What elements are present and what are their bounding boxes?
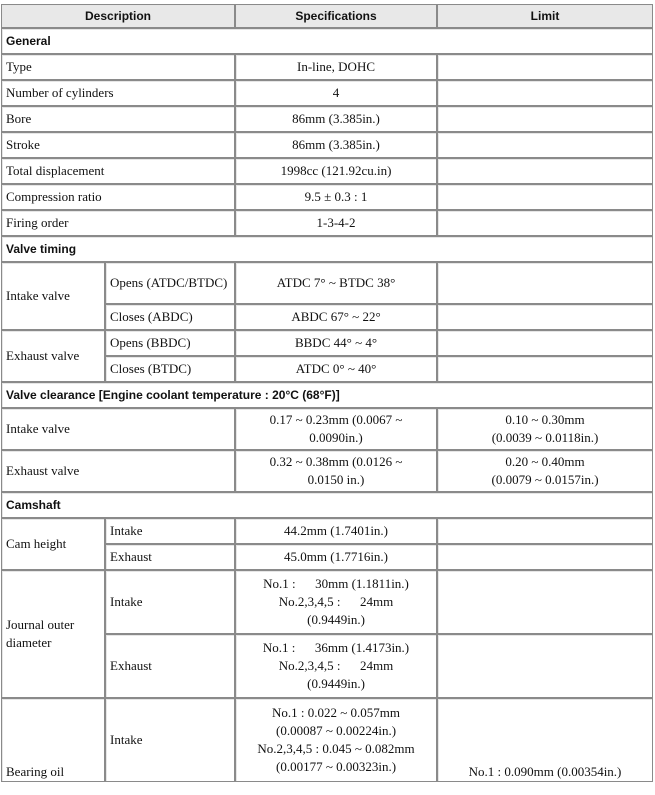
spec-line: (0.9449in.) bbox=[307, 612, 365, 627]
limit-line: No.1 : 0.090mm (0.00354in.) bbox=[468, 764, 622, 779]
table-row bbox=[1, 184, 653, 210]
sub-label: Opens (BBDC) bbox=[105, 330, 235, 356]
row-label: Intake valve bbox=[1, 262, 105, 330]
header-description: Description bbox=[1, 4, 235, 28]
row-spec bbox=[235, 570, 437, 634]
spec-line: No.2,3,4,5 : 0.045 ~ 0.082mm bbox=[257, 741, 415, 756]
limit-line: (0.0039 ~ 0.0118in.) bbox=[491, 430, 599, 445]
table-row bbox=[1, 106, 653, 132]
row-limit bbox=[437, 330, 653, 356]
section-title-camshaft: Camshaft bbox=[1, 492, 653, 518]
row-limit bbox=[437, 634, 653, 698]
spec-line: 0.0150 in.) bbox=[307, 472, 365, 487]
row-label: Compression ratio bbox=[1, 184, 235, 210]
table-row bbox=[1, 408, 653, 450]
sub-label: Closes (ABDC) bbox=[105, 304, 235, 330]
table-row bbox=[1, 698, 653, 782]
header-limit: Limit bbox=[437, 4, 653, 28]
row-label: Exhaust valve bbox=[1, 450, 235, 492]
spec-line: 0.32 ~ 0.38mm (0.0126 ~ bbox=[269, 454, 403, 469]
section-camshaft bbox=[1, 492, 653, 518]
table-row bbox=[1, 54, 653, 80]
spec-line: No.1 : 0.022 ~ 0.057mm bbox=[272, 705, 401, 720]
row-limit bbox=[437, 132, 653, 158]
row-limit bbox=[437, 518, 653, 544]
row-label: Stroke bbox=[1, 132, 235, 158]
row-limit bbox=[437, 698, 653, 782]
row-spec: 1-3-4-2 bbox=[235, 210, 437, 236]
row-label bbox=[1, 698, 105, 782]
limit-line: 0.10 ~ 0.30mm bbox=[505, 412, 585, 427]
table-row bbox=[1, 518, 653, 544]
row-spec: ABDC 67° ~ 22° bbox=[235, 304, 437, 330]
table-row bbox=[1, 158, 653, 184]
sub-label: Opens (ATDC/BTDC) bbox=[105, 262, 235, 304]
row-spec: 45.0mm (1.7716in.) bbox=[235, 544, 437, 570]
row-label: Exhaust valve bbox=[1, 330, 105, 382]
row-label: Total displacement bbox=[1, 158, 235, 184]
table-row bbox=[1, 132, 653, 158]
row-limit bbox=[437, 304, 653, 330]
section-title-valve-timing: Valve timing bbox=[1, 236, 653, 262]
row-limit bbox=[437, 544, 653, 570]
table-row bbox=[1, 210, 653, 236]
row-limit bbox=[437, 210, 653, 236]
spec-line: 0.17 ~ 0.23mm (0.0067 ~ bbox=[269, 412, 403, 427]
row-spec: 86mm (3.385in.) bbox=[235, 132, 437, 158]
row-label: Number of cylinders bbox=[1, 80, 235, 106]
row-spec bbox=[235, 450, 437, 492]
sub-label: Exhaust bbox=[105, 634, 235, 698]
spec-line: No.1 : 36mm (1.4173in.) bbox=[262, 640, 410, 655]
row-spec: 9.5 ± 0.3 : 1 bbox=[235, 184, 437, 210]
row-spec: ATDC 7° ~ BTDC 38° bbox=[235, 262, 437, 304]
spec-line: (0.00087 ~ 0.00224in.) bbox=[275, 723, 397, 738]
sub-label: Intake bbox=[105, 698, 235, 782]
limit-line: (0.0079 ~ 0.0157in.) bbox=[491, 472, 599, 487]
row-label: Cam height bbox=[1, 518, 105, 570]
section-title-general: General bbox=[1, 28, 653, 54]
row-spec: In-line, DOHC bbox=[235, 54, 437, 80]
spec-line: No.1 : 30mm (1.1811in.) bbox=[263, 576, 409, 591]
limit-line: 0.20 ~ 0.40mm bbox=[505, 454, 585, 469]
header-row bbox=[1, 4, 653, 28]
row-spec: 1998cc (121.92cu.in) bbox=[235, 158, 437, 184]
row-label: Firing order bbox=[1, 210, 235, 236]
row-spec: 4 bbox=[235, 80, 437, 106]
specifications-table bbox=[1, 4, 653, 782]
row-spec: 44.2mm (1.7401in.) bbox=[235, 518, 437, 544]
label-line: diameter bbox=[6, 635, 52, 650]
row-limit bbox=[437, 570, 653, 634]
row-spec bbox=[235, 408, 437, 450]
spec-line: No.2,3,4,5 : 24mm bbox=[278, 658, 394, 673]
row-label: Type bbox=[1, 54, 235, 80]
label-line: Bearing oil bbox=[6, 764, 65, 779]
label-line: Journal outer bbox=[6, 617, 75, 632]
spec-line: No.2,3,4,5 : 24mm bbox=[278, 594, 394, 609]
spec-line: (0.00177 ~ 0.00323in.) bbox=[275, 759, 397, 774]
table-row bbox=[1, 570, 653, 634]
row-limit bbox=[437, 158, 653, 184]
section-title-valve-clearance: Valve clearance [Engine coolant temperature : 20°C (68°F)] bbox=[1, 382, 653, 408]
row-spec: BBDC 44° ~ 4° bbox=[235, 330, 437, 356]
section-general bbox=[1, 28, 653, 54]
sub-label: Intake bbox=[105, 570, 235, 634]
row-limit bbox=[437, 106, 653, 132]
table-row bbox=[1, 80, 653, 106]
row-spec bbox=[235, 698, 437, 782]
row-limit bbox=[437, 262, 653, 304]
row-limit bbox=[437, 408, 653, 450]
table-row bbox=[1, 330, 653, 356]
sub-label: Intake bbox=[105, 518, 235, 544]
sub-label: Exhaust bbox=[105, 544, 235, 570]
row-label: Intake valve bbox=[1, 408, 235, 450]
row-limit bbox=[437, 356, 653, 382]
table-row bbox=[1, 262, 653, 304]
row-spec bbox=[235, 634, 437, 698]
row-limit bbox=[437, 450, 653, 492]
row-label: Bore bbox=[1, 106, 235, 132]
sub-label: Closes (BTDC) bbox=[105, 356, 235, 382]
row-limit bbox=[437, 80, 653, 106]
section-valve-clearance bbox=[1, 382, 653, 408]
row-label bbox=[1, 570, 105, 698]
row-spec: 86mm (3.385in.) bbox=[235, 106, 437, 132]
spec-line: 0.0090in.) bbox=[309, 430, 363, 445]
header-specifications: Specifications bbox=[235, 4, 437, 28]
row-limit bbox=[437, 54, 653, 80]
section-valve-timing bbox=[1, 236, 653, 262]
table-row bbox=[1, 450, 653, 492]
row-limit bbox=[437, 184, 653, 210]
spec-line: (0.9449in.) bbox=[307, 676, 365, 691]
row-spec: ATDC 0° ~ 40° bbox=[235, 356, 437, 382]
